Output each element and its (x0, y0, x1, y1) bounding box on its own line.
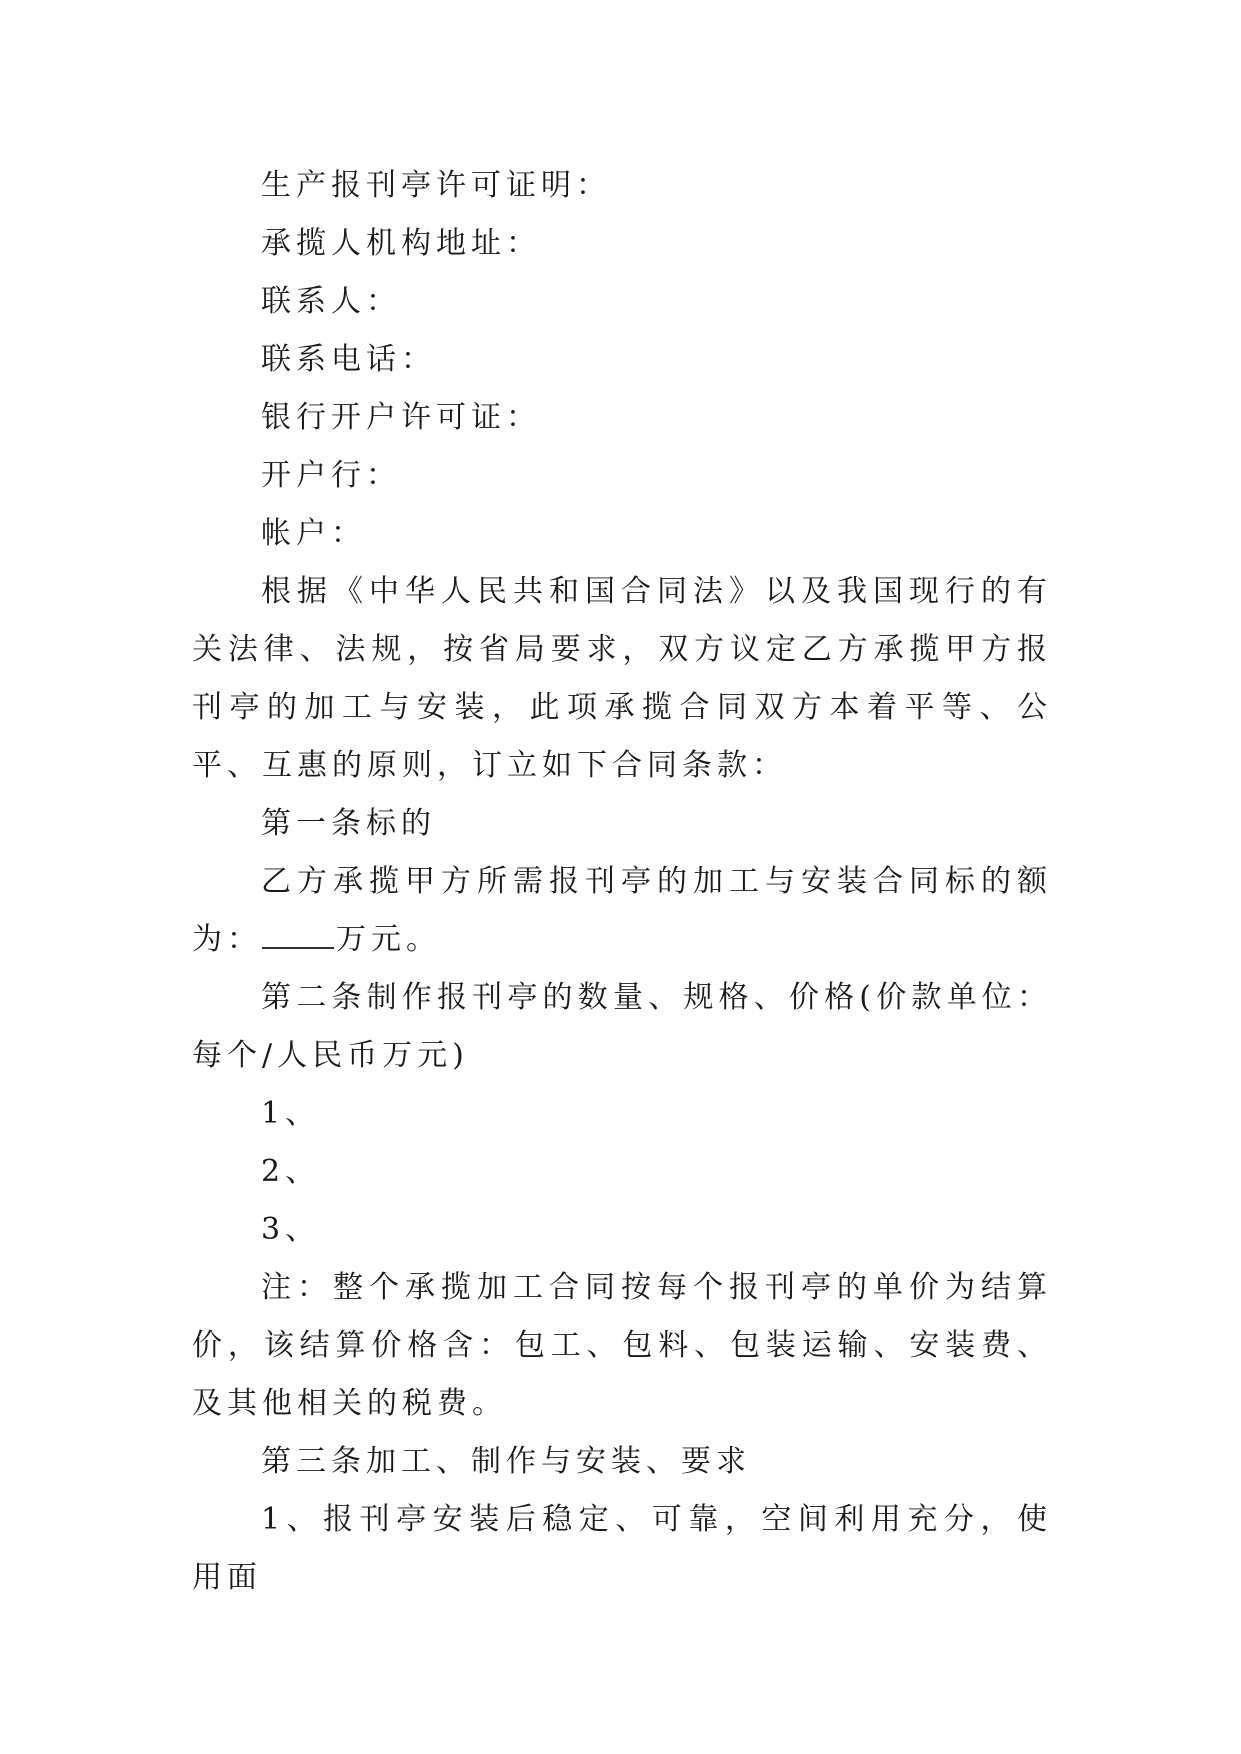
field-contractor-address: 承揽人机构地址： (261, 226, 541, 261)
article2-item-1: 1、 (261, 1096, 321, 1131)
field-account: 帐户： (261, 516, 366, 551)
article2-note: 注：整个承揽加工合同按每个报刊亭的单价为结算价，该结算价格含：包工、包料、包装运输、安装费、及其他相关的税费。 (192, 1270, 1052, 1421)
field-bank: 开户行： (261, 458, 401, 493)
preamble-paragraph: 根据《中华人民共和国合同法》以及我国现行的有关法律、法规，按省局要求，双方议定乙方承揽甲方报刊亭的加工与安装，此项承揽合同双方本着平等、公平、互惠的原则，订立如下合同条款： (192, 574, 1052, 783)
article2-item-2: 2、 (261, 1154, 321, 1189)
article1-text: 乙方承揽甲方所需报刊亭的加工与安装合同标的额为： (192, 864, 1052, 957)
field-bank-license: 银行开户许可证： (261, 400, 541, 435)
field-production-license: 生产报刊亭许可证明： (261, 168, 611, 203)
article3-title: 第三条加工、制作与安装、要求 (261, 1444, 751, 1479)
document-body (192, 157, 1052, 1607)
article1-paragraph (192, 853, 1052, 969)
article2-title: 第二条制作报刊亭的数量、规格、价格(价款单位：每个/人民币万元) (192, 980, 1052, 1073)
amount-blank (262, 921, 334, 949)
article2-item-3: 3、 (261, 1212, 321, 1247)
article3-item-1: 1、报刊亭安装后稳定、可靠，空间利用充分，使用面 (192, 1502, 1052, 1595)
field-contact-phone: 联系电话： (261, 342, 436, 377)
article1-title: 第一条标的 (261, 806, 436, 841)
article1-unit: 万元。 (336, 922, 441, 957)
field-contact-person: 联系人： (261, 284, 401, 319)
